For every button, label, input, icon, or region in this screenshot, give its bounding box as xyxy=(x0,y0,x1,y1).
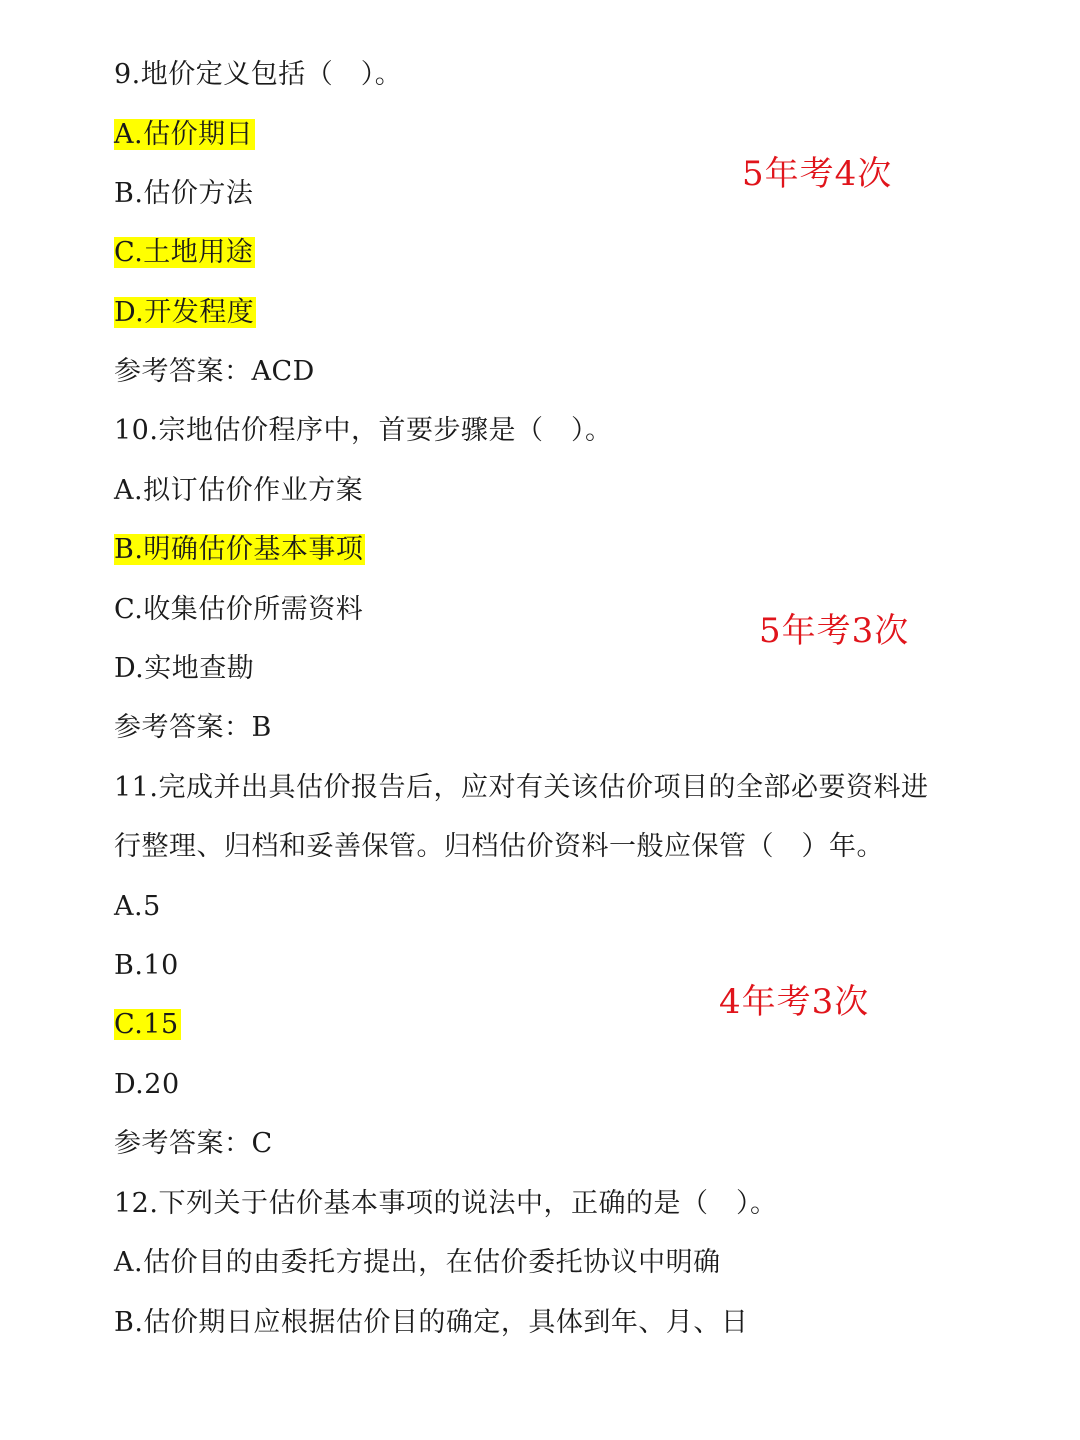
question-11-option-b: B.10 xyxy=(114,950,179,981)
question-10-option-b xyxy=(114,530,365,570)
question-9-option-c xyxy=(114,233,255,273)
highlight-marker: B.明确估价基本事项 xyxy=(114,534,364,565)
question-12-option-b: B.估价期日应根据估价目的确定，具体到年、月、日 xyxy=(114,1307,749,1338)
highlight-marker: A.估价期日 xyxy=(114,119,254,150)
highlight-marker: C.15 xyxy=(114,1009,179,1040)
question-10-option-a: A.拟订估价作业方案 xyxy=(114,475,364,506)
question-9-option-b: B.估价方法 xyxy=(114,178,254,209)
question-11-answer: 参考答案：C xyxy=(114,1128,273,1159)
question-9-option-a xyxy=(114,115,255,155)
question-10-stem: 10.宗地估价程序中，首要步骤是（ ）。 xyxy=(114,415,613,446)
question-10-option-c: C.收集估价所需资料 xyxy=(114,594,364,625)
question-11-option-a: A.5 xyxy=(114,891,161,922)
question-10-option-d: D.实地查勘 xyxy=(114,653,255,684)
question-9-answer: 参考答案：ACD xyxy=(114,356,315,387)
question-11-frequency-note: 4年考3次 xyxy=(719,982,870,1022)
highlight-marker: C.土地用途 xyxy=(114,237,254,268)
question-10-frequency-note: 5年考3次 xyxy=(759,611,910,651)
question-12-stem: 12.下列关于估价基本事项的说法中，正确的是（ ）。 xyxy=(114,1188,778,1219)
question-11-stem-line-2: 行整理、归档和妥善保管。归档估价资料一般应保管（ ）年。 xyxy=(114,831,884,862)
question-11-option-c xyxy=(114,1005,181,1045)
highlight-marker: D.开发程度 xyxy=(114,297,255,328)
question-9-frequency-note: 5年考4次 xyxy=(742,154,893,194)
question-10-answer: 参考答案：B xyxy=(114,712,272,743)
question-11-stem-line-1: 11.完成并出具估价报告后，应对有关该估价项目的全部必要资料进 xyxy=(114,772,929,803)
question-11-option-d: D.20 xyxy=(114,1069,180,1100)
question-9-option-d xyxy=(114,293,256,333)
question-12-option-a: A.估价目的由委托方提出，在估价委托协议中明确 xyxy=(114,1247,721,1278)
question-9-stem: 9.地价定义包括（ ）。 xyxy=(114,59,403,90)
